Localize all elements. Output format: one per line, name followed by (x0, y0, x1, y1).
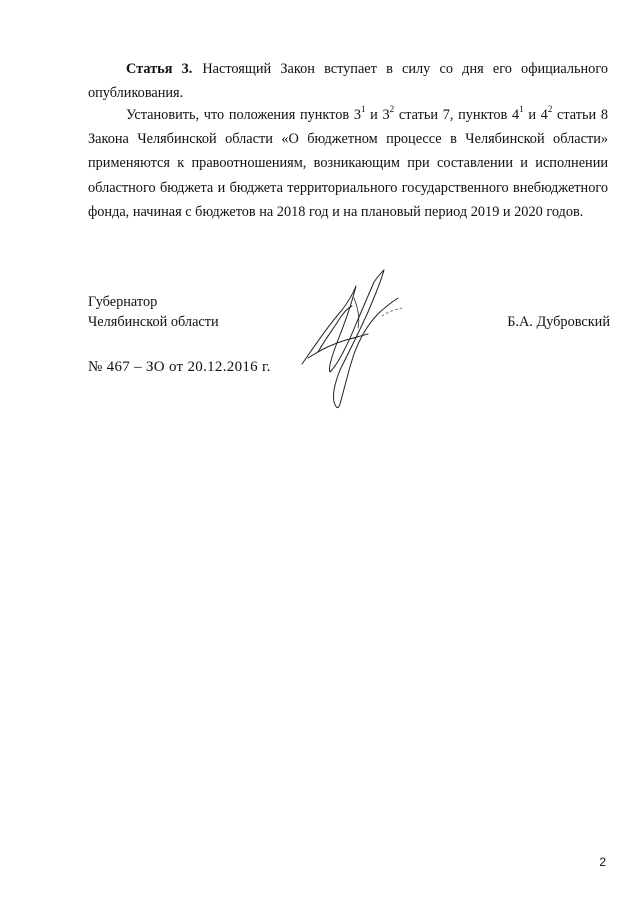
position-line: Губернатор (88, 294, 158, 310)
superscript: 2 (547, 104, 553, 115)
article-label: Статья 3. (126, 61, 193, 77)
paragraph-text: статьи 8 Закона Челябинской области «О бюджетном процессе в Челябинской области» применяются к правоотношениям, возникающим при составлении и исполнении областного бюджета и бюджета территориального государственного внебюджетного фонда, начиная с бюджетов на 2018 год и на плановый период 2019 и 2020 годов. (88, 107, 608, 220)
superscript: 2 (389, 104, 395, 115)
law-number: № 467 – ЗО от 20.12.2016 г. (88, 359, 271, 375)
superscript: 1 (519, 104, 524, 115)
signatory-position (88, 292, 219, 332)
article-text: Настоящий Закон вступает в силу со дня его официального опубликования. (88, 61, 608, 102)
position-line: Челябинской области (88, 314, 219, 330)
paragraph-text: и 3 (365, 107, 390, 123)
paragraph-text: и 4 (523, 107, 548, 123)
page-number: 2 (599, 855, 606, 869)
application-paragraph (88, 103, 608, 224)
paragraph-text: статьи 7, пунктов 4 (394, 107, 520, 123)
paragraph-text: Установить, что положения пунктов 3 (126, 107, 361, 123)
signatory-name: Б.А. Дубровский (507, 314, 610, 330)
handwritten-signature (298, 268, 408, 413)
superscript: 1 (360, 104, 366, 115)
article-3-paragraph (88, 57, 608, 105)
